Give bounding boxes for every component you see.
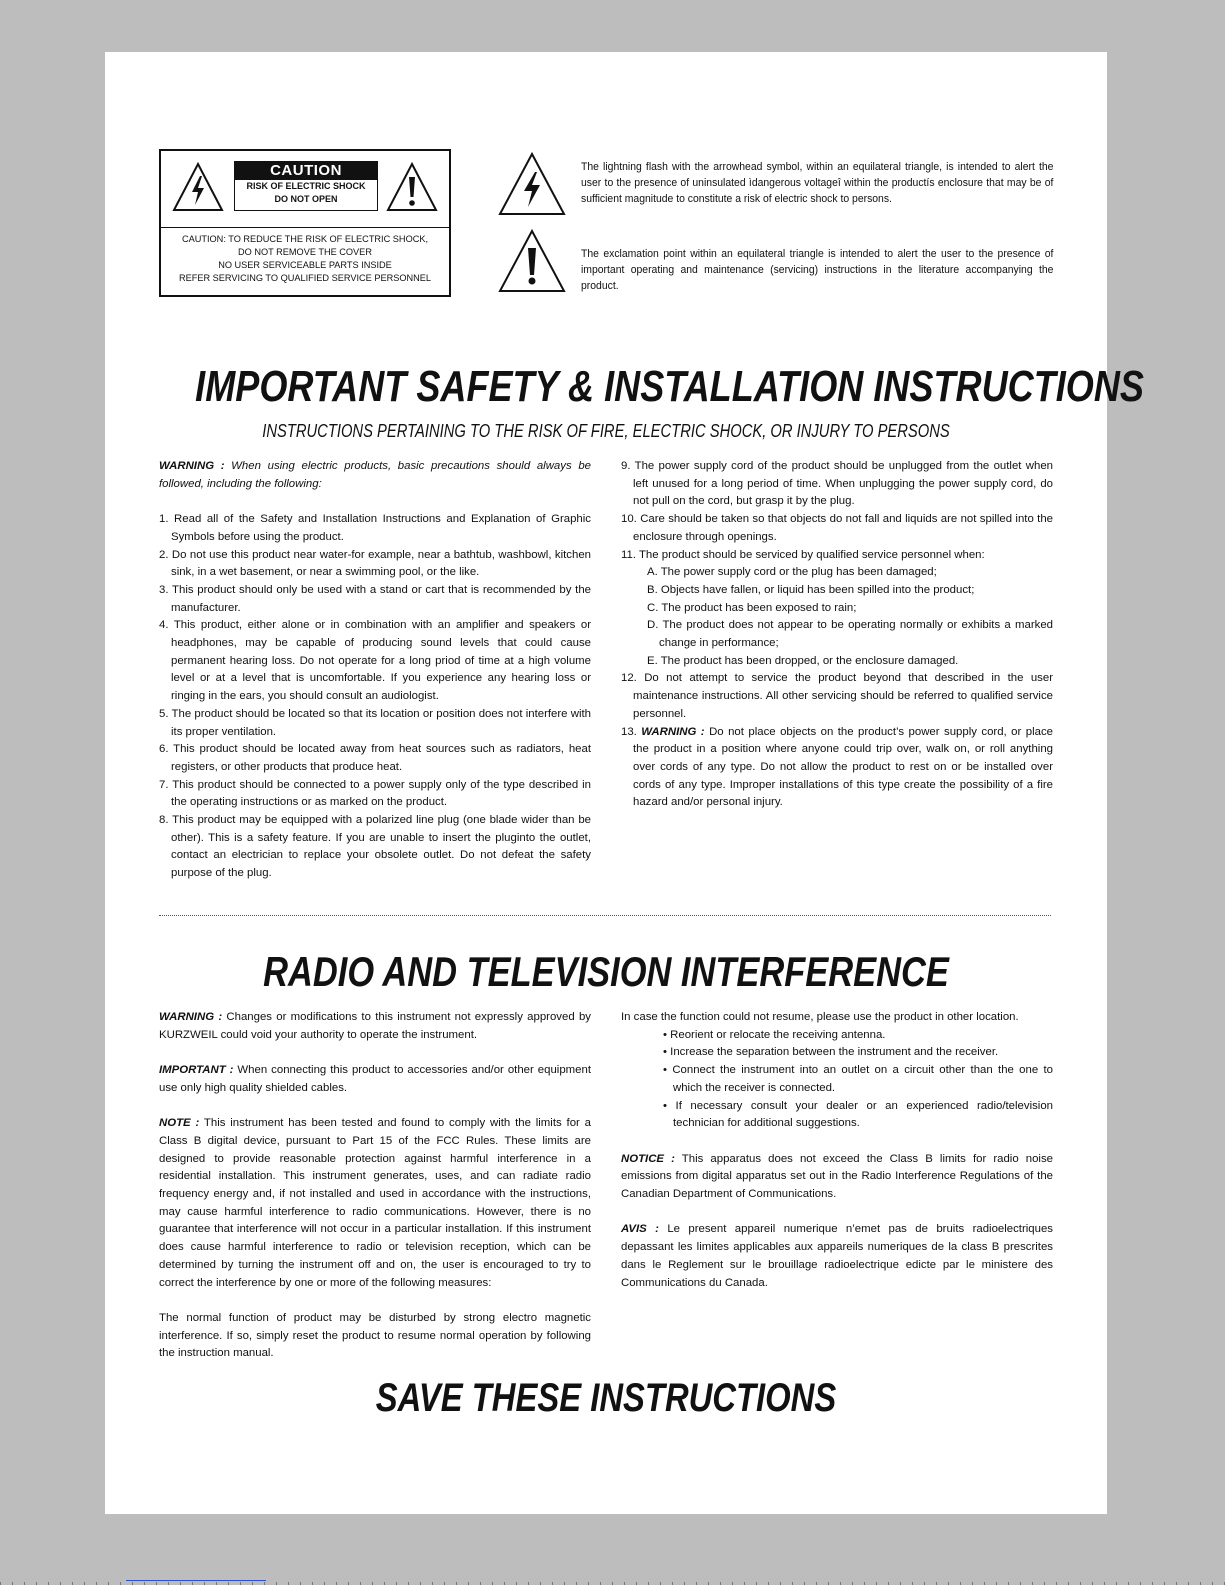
lightning-warning-icon [171,161,225,213]
caution-instruction-line: DO NOT REMOVE THE COVER [238,247,372,257]
lightning-symbol-explanation: The lightning flash with the arrowhead symbol, within an equilateral triangle, is intended to alert the user to the presence of uninsulated ìdangerous voltageî within the productís enclosure that may be of sufficient magnitude to constitute a risk of electric shock to persons. [581,161,1054,205]
safety-item: 8. This product may be equipped with a polarized line plug (one blade wider than be other). This is a safety feature. If you are unable to insert the pluginto the outlet, contact an electrician to replace your obsolete outlet. Do not defeat the safety purpose of the plug. [159,814,591,880]
caution-line-2: DO NOT OPEN [274,194,338,204]
safety-left-column [159,458,591,883]
radio-in-case: In case the function could not resume, please use the product in other location. [621,1011,1019,1023]
safety-right-column [621,458,1053,812]
safety-item: 7. This product should be connected to a power supply only of the type described in the operating instructions or as marked on the product. [159,778,591,809]
caution-line-1: RISK OF ELECTRIC SHOCK [246,181,366,191]
exclamation-symbol-explanation: The exclamation point within an equilateral triangle is intended to alert the user to the presence of important operating and maintenance (servicing) instructions in the literature accompanying the product. [581,248,1054,292]
safety-sub-item: B. Objects have fallen, or liquid has been spilled into the product; [647,583,975,596]
safety-title: IMPORTANT SAFETY & INSTALLATION INSTRUCTIONS [195,362,1144,411]
exclamation-symbol-icon [497,228,567,294]
safety-sub-item: A. The power supply cord or the plug has been damaged; [647,566,937,579]
section-divider [159,915,1051,916]
safety-item: 2. Do not use this product near water-for example, near a bathtub, washbowl, kitchen sink, in a wet basement, or near a swimming pool, or the like. [159,548,591,579]
safety-sub-item: D. The product does not appear to be operating normally or exhibits a marked change in performance; [647,619,1053,650]
safety-item: 11. The product should be serviced by qualified service personnel when: [621,548,985,561]
safety-warning: WARNING : When using electric products, basic precautions should always be followed, including the following: [159,460,591,490]
safety-item: 5. The product should be located so that its location or position does not interfere with its proper ventilation. [159,707,591,738]
radio-note: NOTE : This instrument has been tested and found to comply with the limits for a Class B digital device, pursuant to Part 15 of the FCC Rules. These limits are designed to provide reasonable protection against harmful interference in a residential installation. This instrument generates, uses, and can radiate radio frequency energy and, if not installed and used in accordance with the instructions, may cause harmful interference to radio communications. However, there is no guarantee that interference will not occur in a particular installation. If this instrument does cause harmful interference to radio or television reception, which can be determined by turning the instrument off and on, the user is encouraged to try to correct the interference by one or more of the following measures: [159,1117,591,1289]
radio-left-column [159,1009,591,1292]
safety-item: 3. This product should only be used with a stand or cart that is recommended by the manufacturer. [159,583,591,614]
radio-avis: AVIS : Le present appareil numerique n’emet pas de bruits radioelectriques depassant les limites applicables aux appareils numeriques de la class B prescrites dans le Reglement sur le brouillage radioelectrique edicte par le ministere des Communications du Canada. [621,1223,1053,1289]
radio-normal-function-text: The normal function of product may be disturbed by strong electro magnetic interference. If so, simply reset the product to resume normal operation by following the instruction manual. [159,1312,591,1360]
radio-title: RADIO AND TELEVISION INTERFERENCE [263,948,949,995]
safety-sub-item: C. The product has been exposed to rain; [647,601,857,614]
safety-item: 4. This product, either alone or in combination with an amplifier and speakers or headphones, may be capable of producing sound levels that could cause permanent hearing loss. Do not operate for a long priod of time at a high volume level or at a level that is uncomfortable. If you experience any hearing loss or ringing in the ears, you should consult an audiologist. [159,619,591,703]
safety-item: 6. This product should be located away from heat sources such as radiators, heat registers, or other products that produce heat. [159,743,591,773]
caution-title: CAUTION [235,162,377,180]
safety-item: 9. The power supply cord of the product should be unplugged from the outlet when left unused for a long period of time. When unplugging the power supply cord, do not pull on the cord, but grasp it by the plug. [621,460,1053,508]
footer-link-line [126,1578,266,1581]
caution-instructions [161,233,449,285]
radio-notice: NOTICE : This apparatus does not exceed the Class B limits for radio noise emissions from digital apparatus set out in the Radio Interference Regulations of the Canadian Department of Communications. [621,1152,1053,1201]
caution-top-panel [161,151,449,228]
radio-important: IMPORTANT : When connecting this product to accessories and/or other equipment use only high quality shielded cables. [159,1064,591,1094]
caution-label [234,161,378,211]
exclamation-warning-icon [385,161,439,213]
caution-instruction-line: REFER SERVICING TO QUALIFIED SERVICE PERSONNEL [178,273,432,283]
safety-subtitle: INSTRUCTIONS PERTAINING TO THE RISK OF FIRE, ELECTRIC SHOCK, OR INJURY TO PERSONS [262,421,950,441]
caution-instruction-line: CAUTION: TO REDUCE THE RISK OF ELECTRIC SHOCK, [181,234,429,244]
caution-label-box [159,149,451,297]
safety-item-13: 13. WARNING : Do not place objects on the product’s power supply cord, or place the product in a position where anyone could trip over, walk on, or roll anything over cords of any type. Do not allow the product to rest on or be installed over cords of any type. Improper installations of this type create the possibility of a fire hazard and/or personal injury. [621,725,1054,809]
radio-normal-function [159,1310,591,1363]
radio-bullet: • Reorient or relocate the receiving antenna. [621,1027,1053,1045]
safety-sub-item: E. The product has been dropped, or the enclosure damaged. [647,654,959,667]
radio-bullet: • Connect the instrument into an outlet on a circuit other than the one to which the receiver is connected. [621,1062,1053,1097]
safety-item: 1. Read all of the Safety and Installation Instructions and Explanation of Graphic Symbols before using the product. [159,513,591,543]
safety-item: 10. Care should be taken so that objects do not fall and liquids are not spilled into the enclosure through openings. [621,513,1053,543]
radio-warning: WARNING : Changes or modifications to this instrument not expressly approved by KURZWEIL could void your authority to operate the instrument. [159,1011,591,1041]
safety-item: 12. Do not attempt to service the product beyond that described in the user maintenance instructions. All other servicing should be referred to qualified service personnel. [621,672,1053,720]
radio-bullet: • If necessary consult your dealer or an experienced radio/television technician for additional suggestions. [621,1098,1053,1133]
manual-page [105,52,1144,1514]
lightning-symbol-icon [497,151,567,217]
save-title: SAVE THESE INSTRUCTIONS [375,1376,837,1420]
radio-bullet: • Increase the separation between the instrument and the receiver. [621,1044,1053,1062]
caution-instruction-line: NO USER SERVICEABLE PARTS INSIDE [218,260,392,270]
radio-right-column [621,1009,1053,1292]
